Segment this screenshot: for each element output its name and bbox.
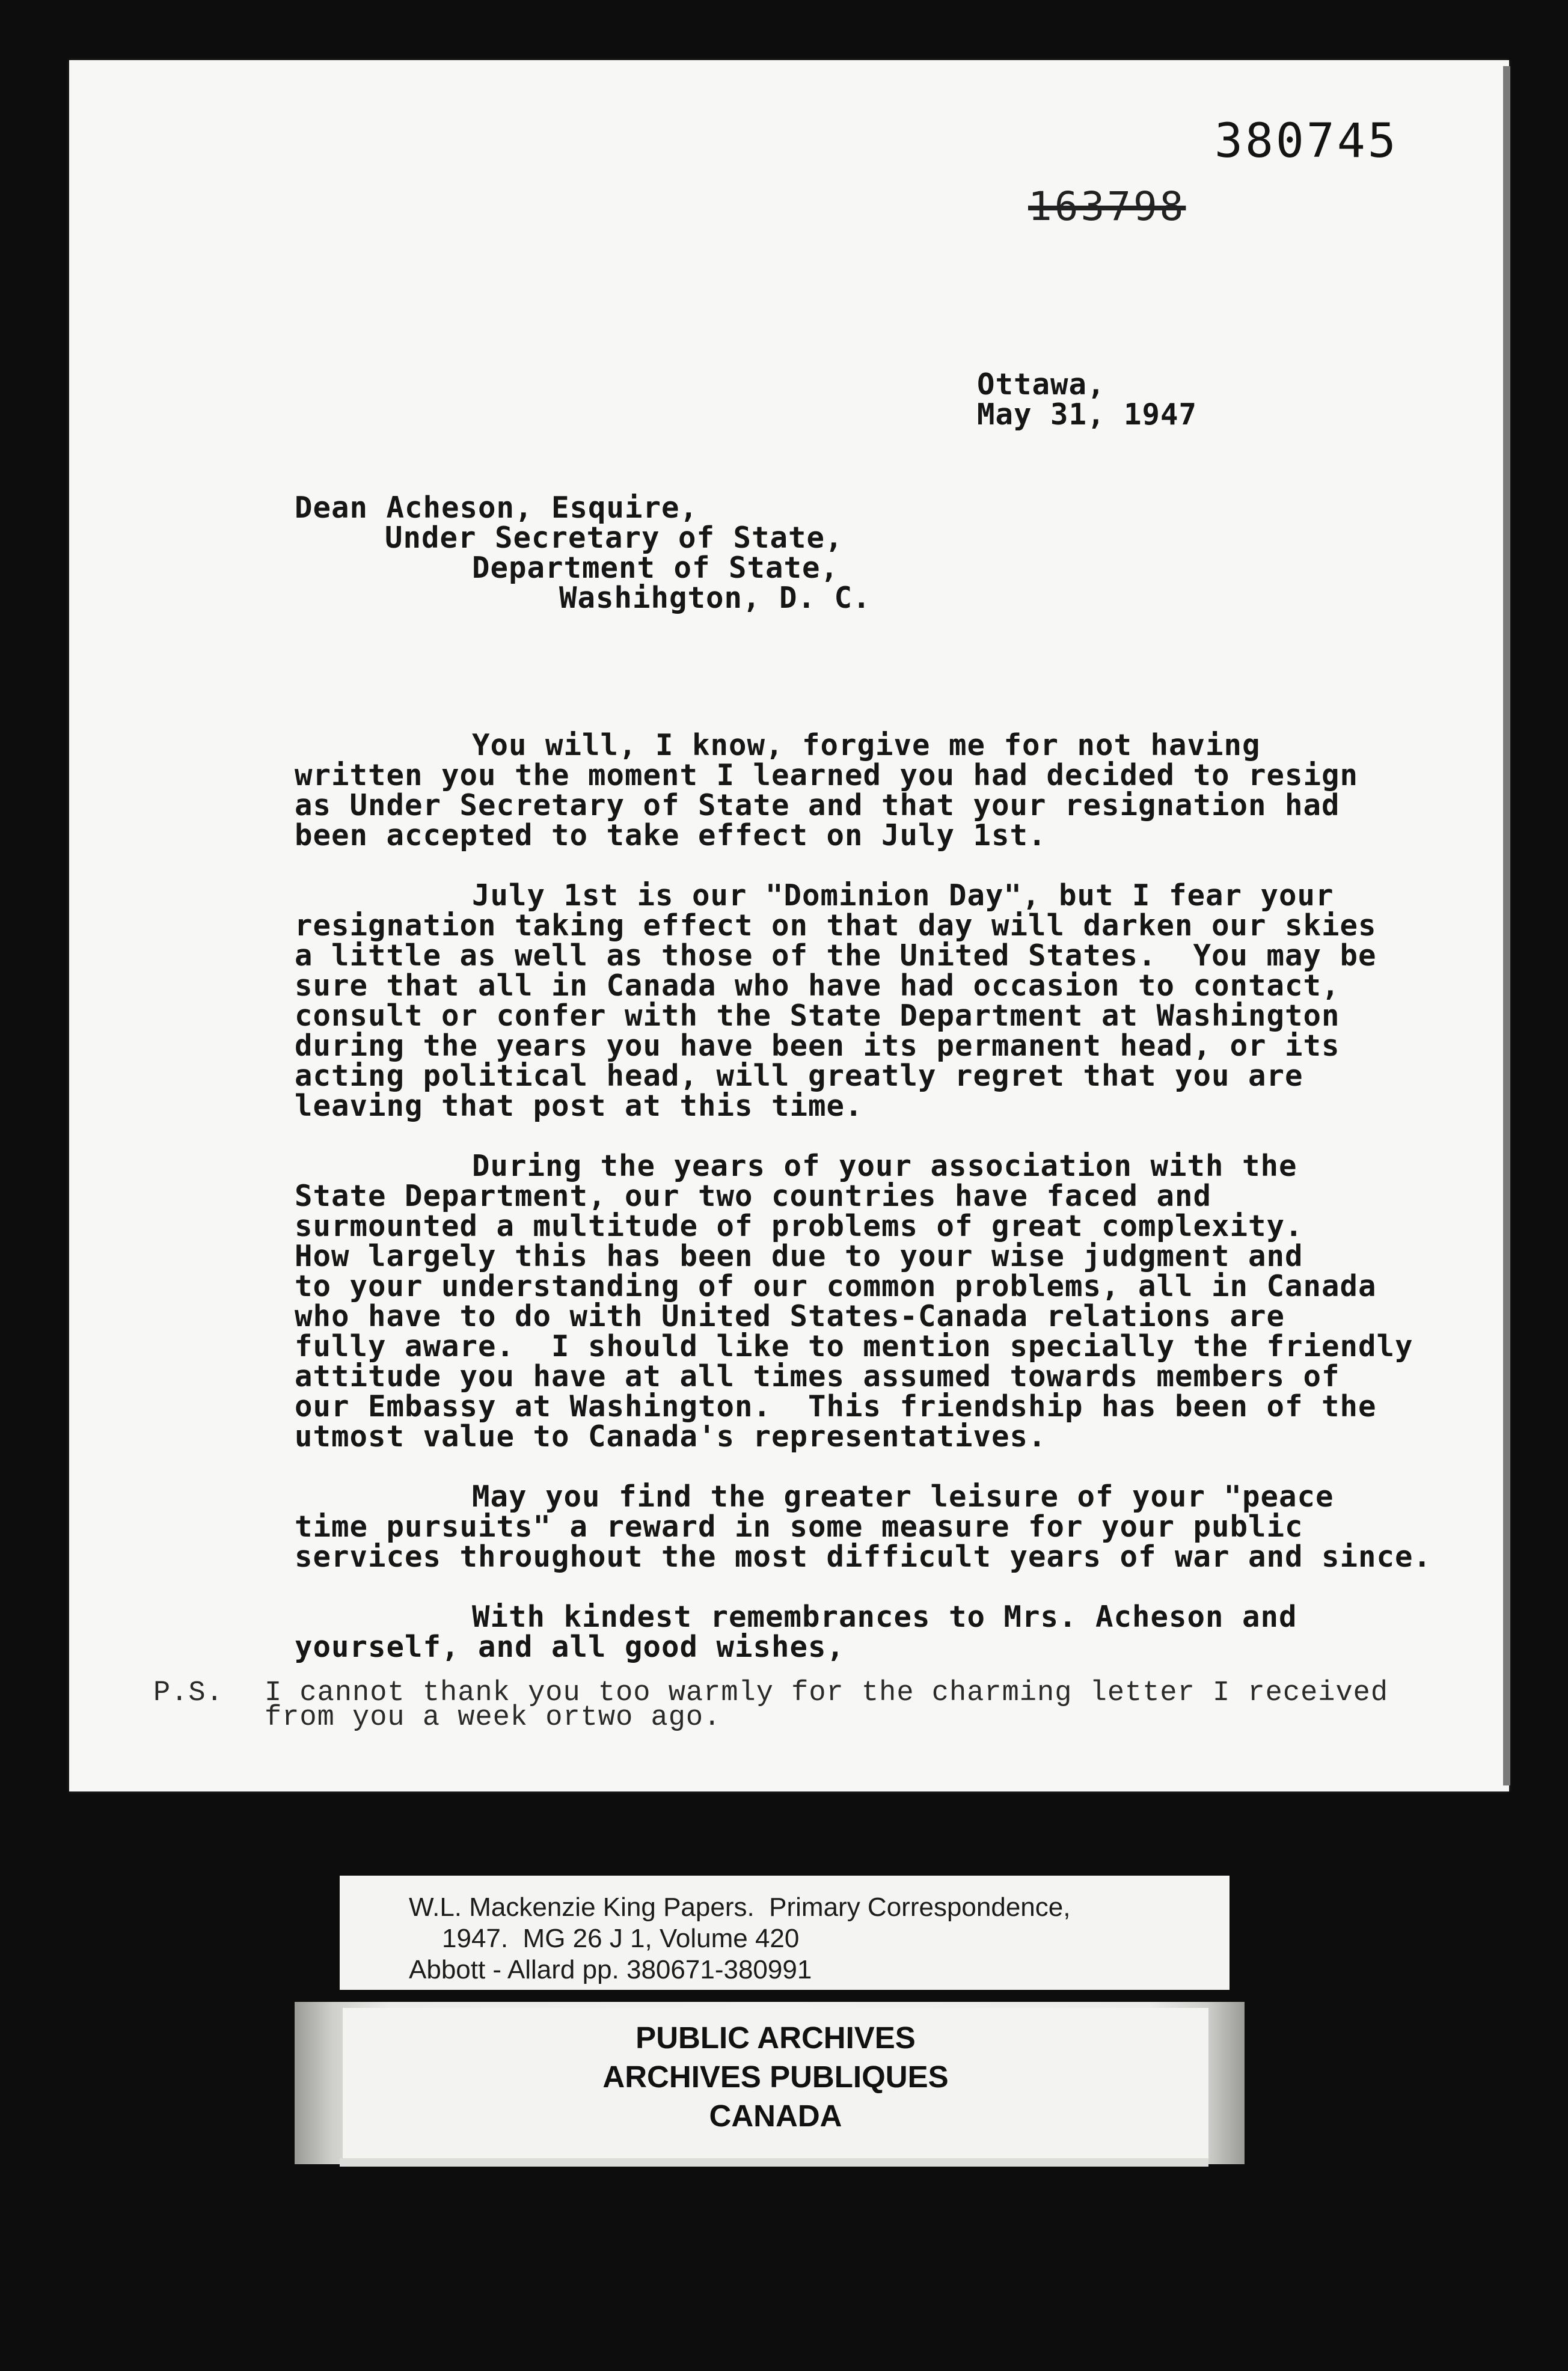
address-line: Under Secretary of State, — [385, 521, 844, 555]
body-line: surmounted a multitude of problems of great complexity. — [295, 1209, 1303, 1243]
body-line: How largely this has been due to your wise judgment and — [295, 1239, 1303, 1273]
body-line: With kindest remembrances to Mrs. Acheson and — [472, 1600, 1297, 1634]
citation-label — [340, 1876, 1230, 1990]
ps-label: P.S. — [153, 1677, 224, 1709]
date-line: May 31, 1947 — [977, 397, 1198, 432]
body-line: who have to do with United States-Canada relations are — [295, 1299, 1285, 1333]
place-line: Ottawa, — [977, 367, 1106, 402]
body-line: utmost value to Canada's representatives. — [295, 1419, 1047, 1454]
body-line: resignation taking effect on that day will darken our skies — [295, 908, 1377, 943]
label-edge — [340, 2158, 1208, 2167]
address-line: Department of State, — [472, 551, 839, 585]
body-line: time pursuits" a reward in some measure for your public — [295, 1510, 1303, 1544]
body-line: State Department, our two countries have faced and — [295, 1179, 1212, 1213]
old-number-struck: 163798 — [1028, 183, 1186, 230]
body-line: acting political head, will greatly regret that you are — [295, 1059, 1303, 1093]
address-line: Dean Acheson, Esquire, — [295, 491, 699, 525]
body-line: July 1st is our "Dominion Day", but I fear your — [472, 878, 1334, 913]
body-line: to your understanding of our common problems, all in Canada — [295, 1269, 1377, 1303]
body-line: during the years you have been its permanent head, or its — [295, 1029, 1340, 1063]
archives-line: PUBLIC ARCHIVES — [635, 2021, 916, 2055]
body-line: During the years of your association with the — [472, 1149, 1297, 1183]
citation-line: W.L. Mackenzie King Papers. Primary Correspondence, — [409, 1892, 1071, 1922]
archive-number: 380745 — [1214, 114, 1398, 168]
body-line: services throughout the most difficult years of war and since. — [295, 1540, 1432, 1574]
ps-line: from you a week ortwo ago. — [265, 1702, 721, 1734]
archives-line: CANADA — [709, 2099, 842, 2133]
citation-line: Abbott - Allard pp. 380671-380991 — [409, 1955, 812, 1984]
body-line: consult or confer with the State Department at Washington — [295, 999, 1340, 1033]
body-line: yourself, and all good wishes, — [295, 1630, 845, 1664]
body-line: as Under Secretary of State and that your resignation had — [295, 788, 1340, 822]
citation-line: 1947. MG 26 J 1, Volume 420 — [442, 1924, 800, 1953]
archives-label — [343, 2008, 1208, 2158]
archives-line: ARCHIVES PUBLIQUES — [602, 2060, 949, 2094]
body-line: our Embassy at Washington. This friendship has been of the — [295, 1389, 1377, 1424]
body-line: fully aware. I should like to mention specially the friendly — [295, 1329, 1413, 1363]
body-line: You will, I know, forgive me for not having — [472, 728, 1261, 762]
body-line: attitude you have at all times assumed towards members of — [295, 1359, 1340, 1394]
body-line: written you the moment I learned you had decided to resign — [295, 758, 1359, 792]
address-line: Washihgton, D. C. — [559, 581, 871, 615]
ps-line: I cannot thank you too warmly for the charming letter I received — [265, 1677, 1389, 1709]
page-edge-shadow — [1503, 66, 1510, 1785]
body-line: been accepted to take effect on July 1st. — [295, 818, 1047, 852]
body-line: sure that all in Canada who have had occasion to contact, — [295, 968, 1340, 1003]
body-line: leaving that post at this time. — [295, 1089, 863, 1123]
body-line: May you find the greater leisure of your "peace — [472, 1479, 1334, 1514]
body-line: a little as well as those of the United States. You may be — [295, 938, 1377, 973]
